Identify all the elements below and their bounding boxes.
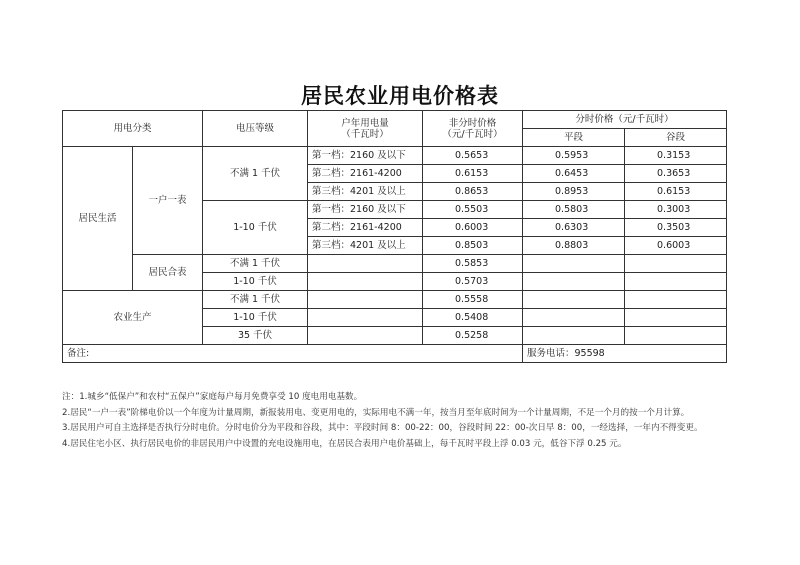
valley-price-cell: 0.3503 [625, 219, 727, 237]
valley-price-cell [625, 273, 727, 291]
notes-section [62, 390, 703, 452]
header-voltage: 电压等级 [203, 111, 308, 147]
tier-cell [308, 291, 423, 309]
flat-price-cell [523, 255, 625, 273]
tier-cell [308, 327, 423, 345]
header-non-tou [423, 111, 523, 147]
valley-price-cell: 0.3003 [625, 201, 727, 219]
price-table [62, 110, 727, 363]
voltage-cell: 不满 1 千伏 [203, 291, 308, 309]
price-cell: 0.5558 [423, 291, 523, 309]
page-title: 居民农业用电价格表 [301, 83, 499, 108]
price-cell: 0.6003 [423, 219, 523, 237]
header-tou: 分时价格（元/千瓦时） [523, 111, 727, 129]
tier-cell [308, 255, 423, 273]
tier-cell: 第一档：2160 及以下 [308, 147, 423, 165]
note-line: 2.居民“一户一表”阶梯电价以一个年度为计量周期，新报装用电、变更用电的，实际用电不满一年，按当月至年底时间为一个计量周期，不足一个月的按一个月计算。 [62, 407, 690, 418]
tier-cell: 第一档：2160 及以下 [308, 201, 423, 219]
flat-price-cell [523, 273, 625, 291]
flat-price-cell: 0.5953 [523, 147, 625, 165]
header-category: 用电分类 [63, 111, 203, 147]
valley-price-cell [625, 291, 727, 309]
price-cell: 0.5408 [423, 309, 523, 327]
voltage-cell: 1-10 千伏 [203, 273, 308, 291]
flat-price-cell: 0.5803 [523, 201, 625, 219]
remark-cell: 备注: [63, 345, 523, 363]
price-cell: 0.5258 [423, 327, 523, 345]
valley-price-cell [625, 255, 727, 273]
note-line: 注：1.城乡“低保户”和农村“五保户”家庭每户每月免费享受 10 度电用电基数。 [62, 392, 363, 402]
flat-price-cell: 0.6303 [523, 219, 625, 237]
valley-price-cell: 0.3653 [625, 165, 727, 183]
tier-cell: 第三档：4201 及以上 [308, 183, 423, 201]
valley-price-cell: 0.6153 [625, 183, 727, 201]
header-annual-usage-label: 户年用电量 [341, 117, 389, 129]
header-flat: 平段 [523, 129, 625, 147]
price-cell: 0.5703 [423, 273, 523, 291]
group-agriculture: 农业生产 [63, 291, 203, 345]
header-non-tou-label: 非分时价格 [448, 117, 497, 129]
header-annual-usage [308, 111, 423, 147]
flat-price-cell: 0.6453 [523, 165, 625, 183]
voltage-cell: 不满 1 千伏 [203, 255, 308, 273]
table-row [63, 255, 727, 273]
group-residential: 居民生活 [63, 147, 133, 291]
table-row [63, 291, 727, 309]
flat-price-cell: 0.8803 [523, 237, 625, 255]
table-row [63, 147, 727, 165]
footer-row [63, 345, 727, 363]
valley-price-cell [625, 327, 727, 345]
voltage-cell: 1-10 千伏 [203, 309, 308, 327]
header-valley: 谷段 [625, 129, 727, 147]
valley-price-cell: 0.6003 [625, 237, 727, 255]
note-line: 3.居民用户可自主选择是否执行分时电价。分时电价分为平段和谷段，其中：平段时间 8：00-22：00，谷段时间 22：00-次日早 8：00，一经选择，一年内不得变更。 [62, 423, 703, 433]
header-annual-usage-unit: （千瓦时） [341, 128, 389, 140]
header-row-1 [63, 111, 727, 129]
price-cell: 0.8653 [423, 183, 523, 201]
price-cell: 0.5653 [423, 147, 523, 165]
flat-price-cell [523, 291, 625, 309]
voltage-cell: 35 千伏 [203, 327, 308, 345]
valley-price-cell [625, 309, 727, 327]
tier-cell: 第二档：2161-4200 [308, 219, 423, 237]
price-cell: 0.6153 [423, 165, 523, 183]
group-one-meter: 一户一表 [133, 147, 203, 255]
price-cell: 0.8503 [423, 237, 523, 255]
price-table-container [62, 110, 727, 363]
tier-cell: 第三档：4201 及以上 [308, 237, 423, 255]
flat-price-cell [523, 327, 625, 345]
flat-price-cell [523, 309, 625, 327]
price-cell: 0.5853 [423, 255, 523, 273]
voltage-cell: 不满 1 千伏 [203, 147, 308, 201]
voltage-cell: 1-10 千伏 [203, 201, 308, 255]
hotline-cell: 服务电话：95598 [523, 345, 727, 363]
flat-price-cell: 0.8953 [523, 183, 625, 201]
group-shared-meter: 居民合表 [133, 255, 203, 291]
note-line: 4.居民住宅小区、执行居民电价的非居民用户中设置的充电设施用电，在居民合表用户电价基础上，每千瓦时平段上浮 0.03 元，低谷下浮 0.25 元。 [62, 438, 627, 449]
header-non-tou-unit: （元/千瓦时） [442, 128, 503, 140]
tier-cell [308, 309, 423, 327]
valley-price-cell: 0.3153 [625, 147, 727, 165]
tier-cell: 第二档：2161-4200 [308, 165, 423, 183]
tier-cell [308, 273, 423, 291]
price-cell: 0.5503 [423, 201, 523, 219]
